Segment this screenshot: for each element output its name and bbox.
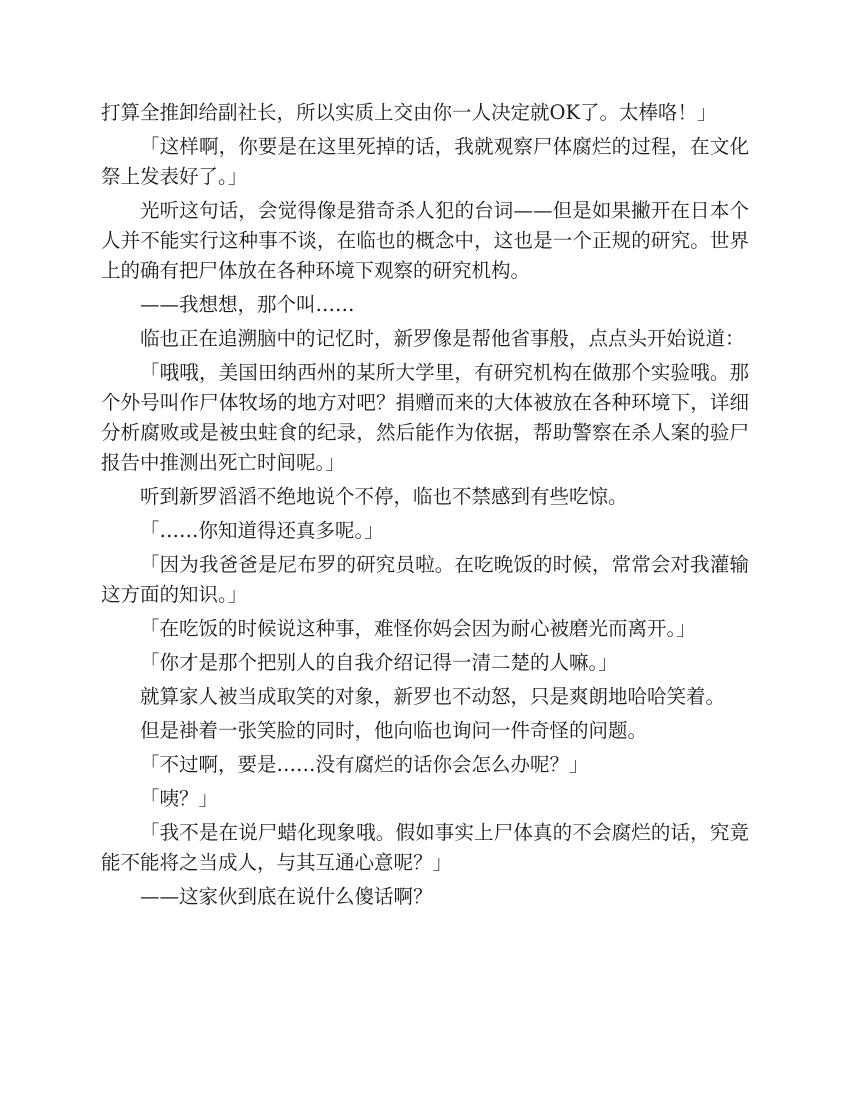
paragraph: 打算全推卸给副社长，所以实质上交由你一人决定就OK了。太棒咯！」 xyxy=(101,101,717,124)
paragraph: ——这家伙到底在说什么傻话啊？ xyxy=(140,885,433,908)
paragraph: 听到新罗滔滔不绝地说个不停，临也不禁感到有些吃惊。 xyxy=(140,485,628,508)
paragraph: 「哦哦，美国田纳西州的某所大学里，有研究机构在做那个实验哦。那个外号叫作尸体牧场的地方对吧？捐赠而来的大体被放在各种环境下，详细分析腐败或是被虫蛀食的纪录，然后能作为依据，帮助警察在杀人案的验尸报告中推测出死亡时间呢。」 xyxy=(101,361,749,474)
paragraph: 「不过啊，要是……没有腐烂的话你会怎么办呢？」 xyxy=(140,753,589,776)
paragraph: 「这样啊，你要是在这里死掉的话，我就观察尸体腐烂的过程，在文化祭上发表好了。」 xyxy=(101,135,749,188)
paragraph: 「因为我爸爸是尼布罗的研究员啦。在吃晚饭的时候，常常会对我灌输这方面的知识。」 xyxy=(101,553,749,606)
paragraph: 临也正在追溯脑中的记忆时，新罗像是帮他省事般，点点头开始说道： xyxy=(140,327,745,350)
paragraph: 「……你知道得还真多呢。」 xyxy=(140,519,384,542)
document-page xyxy=(101,98,749,916)
paragraph: 「我不是在说尸蜡化现象哦。假如事实上尸体真的不会腐烂的话，究竟能不能将之当成人，与其互通心意呢？」 xyxy=(101,821,749,874)
paragraph: 「咦？」 xyxy=(140,787,219,810)
paragraph: ——我想想，那个叫…… xyxy=(140,293,355,316)
paragraph: 就算家人被当成取笑的对象，新罗也不动怒，只是爽朗地哈哈笑着。 xyxy=(140,685,726,708)
paragraph: 「在吃饭的时候说这种事，难怪你妈会因为耐心被磨光而离开。」 xyxy=(140,617,696,640)
paragraph: 但是褂着一张笑脸的同时，他向临也询问一件奇怪的问题。 xyxy=(140,719,648,742)
paragraph: 「你才是那个把别人的自我介绍记得一清二楚的人嘛。」 xyxy=(140,651,618,674)
paragraph: 光听这句话，会觉得像是猎奇杀人犯的台词——但是如果撇开在日本个人并不能实行这种事不谈，在临也的概念中，这也是一个正规的研究。世界上的确有把尸体放在各种环境下观察的研究机构。 xyxy=(101,199,749,282)
